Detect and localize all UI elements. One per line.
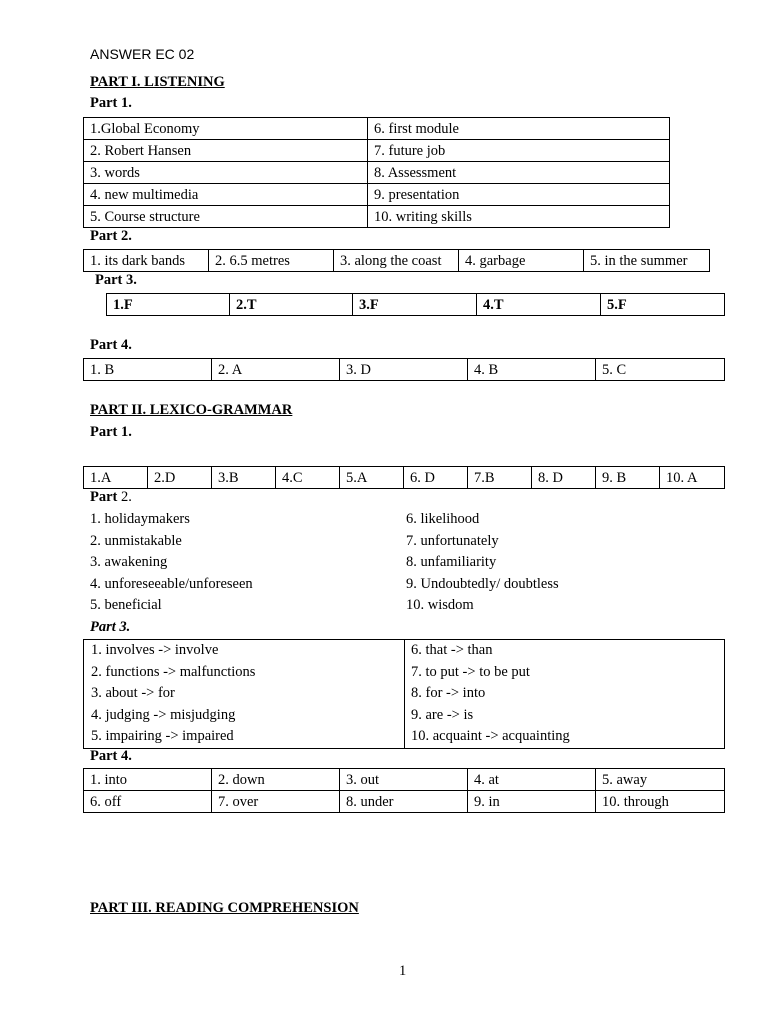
table-cell: 1.F [107, 294, 230, 316]
table-cell: 7. over [212, 791, 340, 813]
table-row [84, 791, 725, 813]
table-row [84, 162, 670, 184]
list-item: 6. likelihood [406, 511, 480, 527]
listening-part1-table [83, 117, 670, 228]
table-cell: 7. future job [368, 140, 670, 162]
table-row [84, 467, 725, 489]
table-cell: 8. D [532, 467, 596, 489]
table-row [84, 206, 670, 228]
list-item: 10. acquaint -> acquainting [411, 728, 570, 744]
table-row [84, 184, 670, 206]
table-cell: 5. C [596, 359, 725, 381]
table-cell: 2. 6.5 metres [209, 250, 334, 272]
table-row [84, 359, 725, 381]
column-divider [404, 640, 405, 748]
table-cell: 3. along the coast [334, 250, 459, 272]
table-cell: 4. new multimedia [84, 184, 368, 206]
table-cell: 4. garbage [459, 250, 584, 272]
table-cell: 1.A [84, 467, 148, 489]
error-correction-right-list [411, 640, 570, 748]
list-item: 10. wisdom [406, 597, 474, 613]
document-title: ANSWER EC 02 [90, 46, 195, 62]
table-row [107, 294, 725, 316]
part1-p3-label: Part 3. [95, 272, 137, 288]
list-item: 3. about -> for [91, 685, 175, 701]
part2-p3-label: Part 3. [90, 619, 131, 635]
table-row [84, 769, 725, 791]
table-cell: 10. through [596, 791, 725, 813]
list-item: 1. holidaymakers [90, 511, 190, 527]
table-cell: 5. Course structure [84, 206, 368, 228]
page-number: 1 [399, 963, 407, 979]
part2-p4-label: Part 4. [90, 748, 132, 764]
table-cell: 4.C [276, 467, 340, 489]
grammar-part1-table [83, 466, 725, 489]
list-item: 1. involves -> involve [91, 642, 219, 658]
list-item: 9. are -> is [411, 706, 474, 723]
list-item: 5. beneficial [90, 597, 162, 613]
table-cell: 3. words [84, 162, 368, 184]
table-cell: 6. D [404, 467, 468, 489]
word-formation-left-list [90, 509, 253, 617]
list-item: 5. impairing -> impaired [91, 728, 234, 744]
table-cell: 1. B [84, 359, 212, 381]
table-cell: 6. first module [368, 118, 670, 140]
table-cell: 2.D [148, 467, 212, 489]
table-cell: 6. off [84, 791, 212, 813]
part2-p2-label [90, 489, 132, 506]
table-cell: 8. under [340, 791, 468, 813]
part2-p2-label-rest: 2. [117, 489, 132, 505]
part3-heading: PART III. READING COMPREHENSION [90, 900, 359, 916]
list-item: 6. that -> than [411, 642, 493, 658]
list-item: 8. for -> into [411, 685, 486, 701]
table-cell: 10. A [660, 467, 725, 489]
table-cell: 2. down [212, 769, 340, 791]
part1-p4-label: Part 4. [90, 337, 132, 353]
part2-heading: PART II. LEXICO-GRAMMAR [90, 402, 293, 418]
list-item: 2. unmistakable [90, 532, 182, 549]
table-cell: 3.F [353, 294, 477, 316]
part1-p1-label: Part 1. [90, 95, 132, 111]
part1-p2-label: Part 2. [90, 228, 132, 244]
table-cell: 4.T [477, 294, 601, 316]
table-cell: 1. into [84, 769, 212, 791]
error-correction-box [83, 639, 725, 749]
table-row [84, 118, 670, 140]
word-formation-right-list [406, 509, 559, 617]
table-cell: 1.Global Economy [84, 118, 368, 140]
listening-part2-table [83, 249, 710, 272]
grammar-part4-table [83, 768, 725, 813]
table-cell: 4. at [468, 769, 596, 791]
table-cell: 5. in the summer [584, 250, 710, 272]
table-cell: 4. B [468, 359, 596, 381]
table-cell: 1. its dark bands [84, 250, 209, 272]
list-item: 8. unfamiliarity [406, 554, 497, 570]
error-correction-left-list [91, 640, 255, 748]
part2-p1-label: Part 1. [90, 424, 132, 440]
list-item: 7. unfortunately [406, 532, 499, 549]
list-item: 2. functions -> malfunctions [91, 663, 256, 680]
table-cell: 3.B [212, 467, 276, 489]
part2-p2-label-bold: Part [90, 489, 118, 505]
list-item: 3. awakening [90, 554, 168, 570]
list-item: 4. unforeseeable/unforeseen [90, 575, 253, 592]
list-item: 9. Undoubtedly/ doubtless [406, 575, 559, 592]
table-cell: 2.T [230, 294, 353, 316]
table-cell: 8. Assessment [368, 162, 670, 184]
table-cell: 2. A [212, 359, 340, 381]
table-cell: 9. B [596, 467, 660, 489]
table-cell: 3. out [340, 769, 468, 791]
table-cell: 10. writing skills [368, 206, 670, 228]
list-item: 4. judging -> misjudging [91, 706, 236, 723]
listening-part4-table [83, 358, 725, 381]
table-cell: 9. in [468, 791, 596, 813]
table-cell: 5. away [596, 769, 725, 791]
table-cell: 5.F [601, 294, 725, 316]
table-row [84, 140, 670, 162]
table-cell: 3. D [340, 359, 468, 381]
listening-part3-table [106, 293, 725, 316]
table-row [84, 250, 710, 272]
part1-heading: PART I. LISTENING [90, 74, 225, 90]
table-cell: 7.B [468, 467, 532, 489]
table-cell: 2. Robert Hansen [84, 140, 368, 162]
table-cell: 9. presentation [368, 184, 670, 206]
list-item: 7. to put -> to be put [411, 663, 530, 680]
table-cell: 5.A [340, 467, 404, 489]
